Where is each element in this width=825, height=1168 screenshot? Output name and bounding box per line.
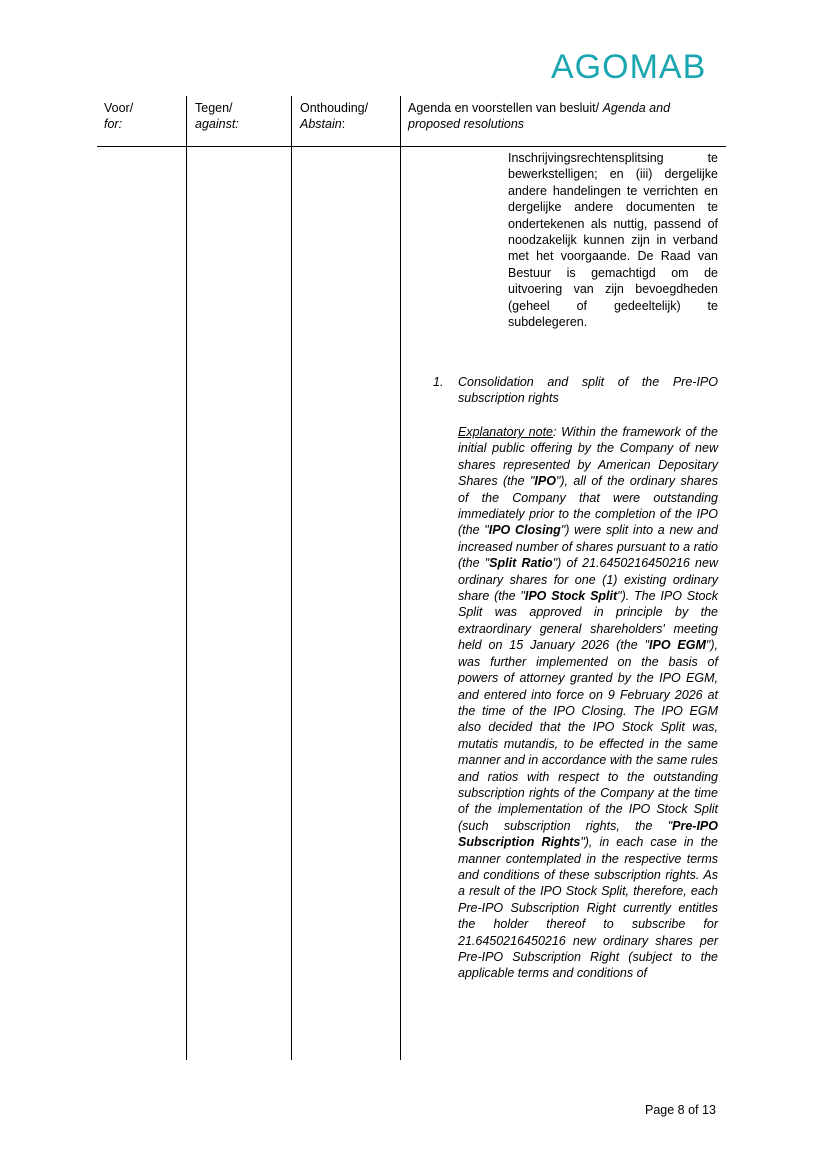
header-for-nl: Voor/ — [104, 101, 134, 115]
column-divider-1 — [186, 96, 187, 1060]
explanatory-note-label: Explanatory note — [458, 425, 554, 439]
company-logo: AGOMAB — [551, 48, 707, 86]
column-divider-2 — [291, 96, 292, 1060]
item-title: Consolidation and split of the Pre-IPO subscription rights — [458, 375, 718, 406]
header-agenda-nl: Agenda en voorstellen van besluit/ — [408, 101, 600, 115]
header-against — [195, 100, 239, 132]
header-agenda — [408, 100, 718, 132]
header-for — [104, 100, 133, 132]
page-number: Page 8 of 13 — [645, 1103, 716, 1117]
dutch-paragraph: Inschrijvingsrechtensplitsing te bewerkstelligen; en (iii) dergelijke andere handelingen te verrichten en dergelijke andere documenten te ondertekenen als nuttig, passend of noodzakelijk kunnen zijn in verband met het voorgaande. De Raad van Bestuur is gemachtigd om de uitvoering van zijn bevoegdheden (geheel of gedeeltelijk) te subdelegeren. — [508, 151, 718, 330]
header-abstain-nl: Onthouding/ — [300, 101, 369, 115]
item-number: 1. — [433, 375, 444, 389]
header-abstain-en: Abstain — [300, 117, 342, 131]
column-divider-3 — [400, 96, 401, 1060]
header-agenda-en: Agenda and proposed resolutions — [408, 101, 671, 131]
header-against-nl: Tegen/ — [195, 101, 233, 115]
header-for-en: for: — [104, 117, 123, 131]
explanatory-note: Explanatory note: Within the framework of the initial public offering by the Company of new shares represented by American Depositary Shares (the "IPO"), all of the ordinary shares of the Company that were outstanding immediately prior to the completion of the IPO (the "IPO Closing") were split into a new and increased number of shares pursuant to a ratio (the "Split Ratio") of 21.6450216450216 new ordinary shares for one (1) existing ordinary share (the "IPO Stock Split"). The IPO Stock Split was approved in principle by the extraordinary general shareholders' meeting held on 15 January 2026 (the "IPO EGM"), was further implemented on the basis of powers of attorney granted by the IPO EGM, and entered into force on 9 February 2026 at the time of the IPO Closing. The IPO EGM also decided that the IPO Stock Split was, mutatis mutandis, to be effected in the same manner and in accordance with the same rules and ratios with respect to the outstanding subscription rights of the Company at the time of the implementation of the IPO Stock Split (such subscription rights, the "Pre-IPO Subscription Rights"), in each case in the manner contemplated in the respective terms and conditions of these subscription rights. As a result of the IPO Stock Split, therefore, each Pre-IPO Subscription Right currently entitles the holder thereof to subscribe for 21.6450216450216 new ordinary shares per Pre-IPO Subscription Right (subject to the applicable terms and conditions of — [458, 425, 718, 981]
header-abstain: Onthouding/ Abstain: — [300, 101, 369, 131]
header-divider — [97, 146, 726, 147]
header-against-en: against: — [195, 117, 239, 131]
